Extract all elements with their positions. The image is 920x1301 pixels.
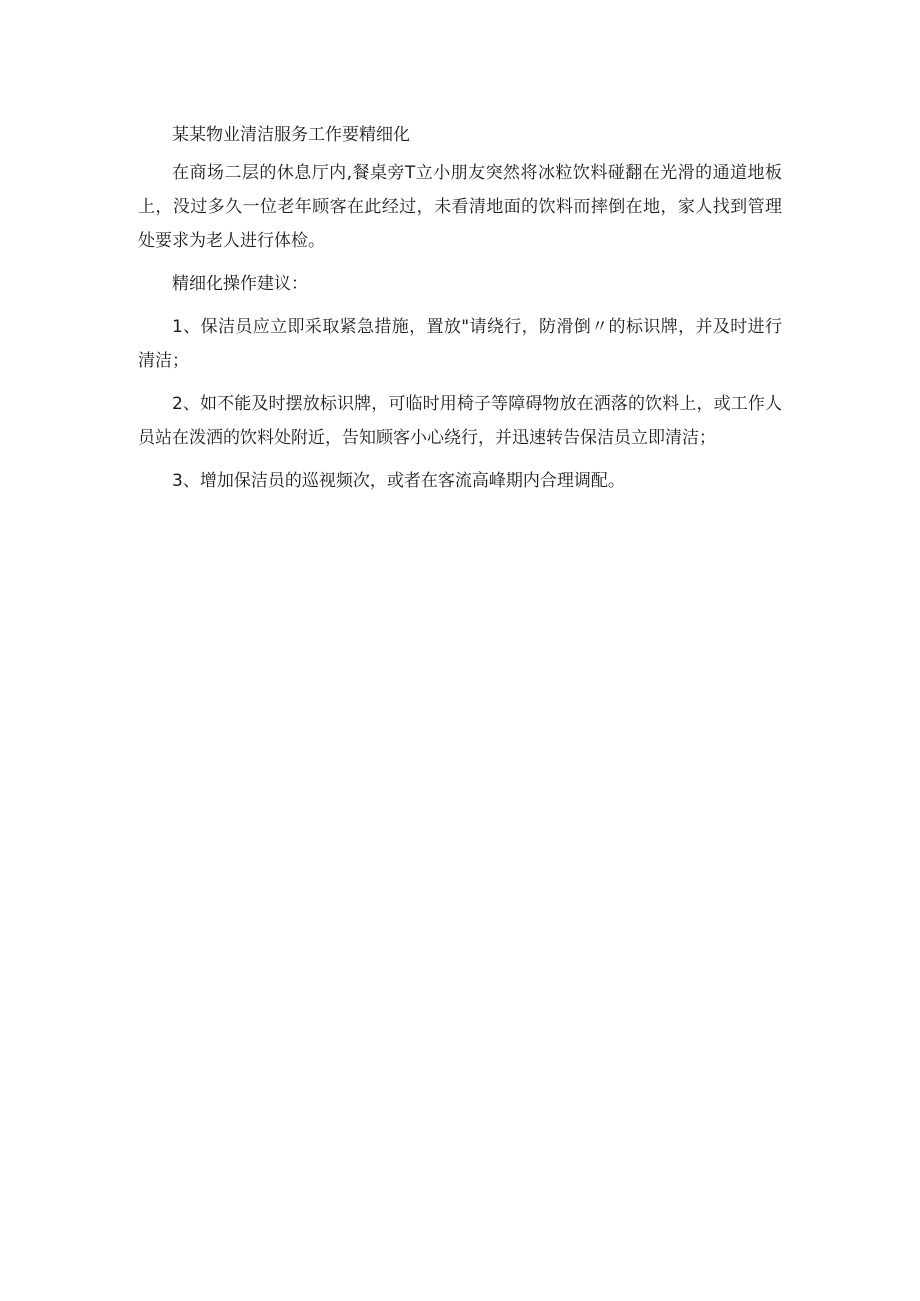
suggestions-heading: 精细化操作建议： [172,274,308,294]
incident-paragraph: 在商场二层的休息厅内,餐桌旁T立小朋友突然将冰粒饮料碰翻在光滑的通道地板上，没过多久一位老年顾客在此经过，未看清地面的饮料而摔倒在地，家人找到管理处要求为老人进行体检。 [138,163,782,251]
document-title: 某某物业清洁服务工作要精细化 [172,125,410,145]
suggestion-item-1: 1、保洁员应立即采取紧急措施，置放"请绕行，防滑倒〃的标识牌，并及时进行清洁； [138,317,782,371]
suggestion-item-3: 3、增加保洁员的巡视频次，或者在客流高峰期内合理调配。 [172,471,625,491]
suggestion-item-2: 2、如不能及时摆放标识牌，可临时用椅子等障碍物放在洒落的饮料上，或工作人员站在泼洒的饮料处附近，告知顾客小心绕行，并迅速转告保洁员立即清洁； [138,394,782,448]
document-content [138,118,782,507]
